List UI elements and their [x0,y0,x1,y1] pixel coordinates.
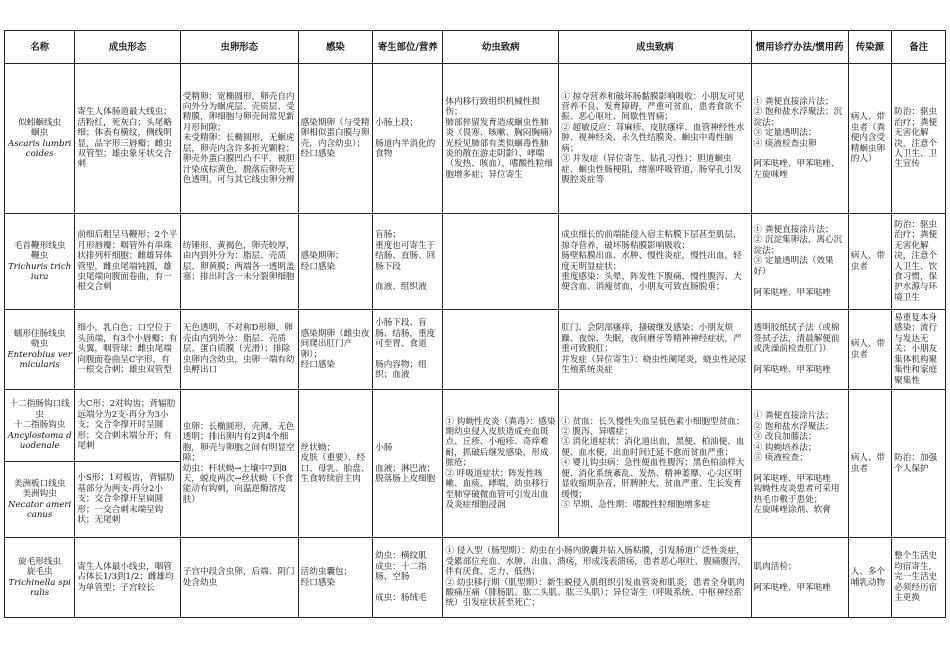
site-cell: 小肠上段； 肠道内半消化的食物 [373,64,443,214]
infection-cell: 感染期卵（雌虫夜间爬出肛门产卵）； 经口感染 [298,310,372,390]
egg-morphology-cell: 虫卵：长椭圆形，壳薄，无色透明；排出卵内有2到4个细胞，卵壳与卵胞之间有明显空隙； 幼虫：杆状蚴→土壤中7到8天，蜕皮两次→丝状蚴（不食能动有钩刺，向温逆酶溶皮肤） [180,390,298,538]
larva-pathogenesis-cell: 体内移行致组织机械性损伤； 肺部猝留发育造成蛔虫性肺炎（畏寒、咳嗽、胸闷胸痛）光检见肺部有类似蛔毒性肺炎的散在游走阴影）、哮喘（发热、咳血）、嗜酸性粒细胞增多症；异位寄生 [443,64,559,214]
site-cell: 小肠 血液；淋巴液；脱落肠上皮细胞 [373,390,443,538]
adult-morphology-cell: 寄生人体肠道最大线虫；活粉红，死灰白；头尾略细；体表有横纹，侧线明显，品字形三唇瓣；雌虫双管型；雄虫象牙状交合刺 [75,64,180,214]
name-latin: Ancylostoma duodenale [7,430,72,452]
table-row [5,538,946,618]
infection-cell: 感染期卵（与受精卵相似蛋白膜与卵壳，内含幼虫）； 经口感染 [298,64,372,214]
larva-pathogenesis-cell: ① 钩蚴性皮炎（粪毒）：感染期幼虫侵入皮肤造成充血斑点、丘疹、小疱疹、奇痒难耐，抓破后继发感染，形成脓疮； ② 呼吸道症状：阵发性咳嗽、血痰、哮喘，幼虫移行至肺穿破微血管可引发出血及炎症细胞浸润 [443,390,559,538]
adult-morphology-cell: 前细后粗呈马鞭形；2个平月形唇瓣；咽管外有串珠状排列杆细胞；雌雄异体管型，雌虫尾端钝圆，雄虫尾端向腹面卷曲，有一根交合刺 [75,214,180,310]
row-name-cell [5,214,75,310]
note-cell: 防治：驱虫治疗；粪便无害化解决，注意个人卫生、卫生宣传 [892,64,946,214]
infection-cell: 丝状蚴； 皮肤（重要）、经口、母乳、胎盘、生食转续宿主肉 [298,390,372,538]
note-cell: 防治：驱虫治疗；粪便无害化解决，注意个人卫生、饮食习惯，保护水源与环境卫生 [892,214,946,310]
header-source: 传染源 [848,31,891,64]
source-cell: 病人、带虫者（粪便内含受精蛔虫卵的人） [848,64,891,214]
note-cell: 易重复本身感染；流行与发达无关；小朋友集体机构聚集性和家庭聚集性 [892,310,946,390]
name-cn: 似蚓蛔线虫 蛔虫 [18,117,62,139]
adult-pathogenesis-cell: ① 掠夺营养和破坏肠黏膜影响吸收：小朋友可见营养不良、发育障碍，严重可贫血，患者食欲不振、恶心呕吐、间歇性胃痛； ② 超敏反应：荨麻疹、皮肤瘙痒、血管神经性水肿、视神经炎、永久性结膜炎、蛔虫中毒性脑病； ③ 并发症（异位寄生、钻孔习性）：胆道蛔虫症、蛔虫性肠梗阻，绪塞呼吸管道，肠穿孔引发腹腔炎症等 [559,64,751,214]
header-treatment: 惯用诊疗办法/惯用药 [751,31,848,64]
egg-morphology-cell: 子宫中段含虫卵，后端、阴门处含幼虫 [180,538,298,618]
row-name-cell [5,310,75,390]
header-site: 寄生部位/营养 [373,31,443,64]
header-row [5,31,946,64]
header-larva-pathogenesis: 幼虫致病 [443,31,559,64]
treatment-cell: ① 粪便直接涂片法； ② 饱和盐水浮聚法； ③ 改良加藤法； ④ 钩蚴培养法； ⑤ 痰液检查； 阿苯哒唑、甲苯哒唑 钩蚴性皮炎患者可采用热毛巾敷于患处； 左旋咪唑涂剂、软膏 [751,390,848,538]
adult-pathogenesis-cell: 成虫细长的前端能侵入宿主粘膜下层甚至肌层，掠夺营养，破坏肠粘膜影响吸收； 肠壁粘膜出血、水肿、慢性炎症，慢性出血，轻度无明显症状； 重度感染：头晕、阵发性下腹痛、慢性腹泻、大便含血、消瘦贫血，小朋友可致直肠脱垂； [559,214,751,310]
infection-cell: 活幼虫囊包； 经口感染 [298,538,372,618]
row-name-cell [5,538,75,618]
larva-pathogenesis-cell: ① 侵入型（肠型期）：幼虫在小肠内脱囊并钻入肠粘膜，引发肠道广泛性炎症，受累部位充血、水肿、出血、溃疡，形成浅表溃疡，患者恶心呕吐、腹痛腹泻，伴有厌食、乏力、低热； ② 幼虫移行期（肌型期）：新生蜕侵入肌组织引发血管炎和肌炎，患者全身肌肉酸痛压痛（腓肠肌、肱二头肌、肱三头肌）；异位寄生（呼吸系统、中枢神经系统）引发症状甚至死亡； [443,538,751,618]
name-cn: 美洲板口线虫 美洲钩虫 [13,478,66,500]
row-name-cell [5,390,75,462]
parasite-comparison-table [4,30,946,618]
header-adult-pathogenesis: 成虫致病 [559,31,751,64]
egg-morphology-cell: 无色透明，不对称D形卵，卵壳由内到外分：脂层、壳质层、蛋白质膜（光滑）；排除虫卵内含幼虫，虫卵一端有幼虫孵出口 [180,310,298,390]
table-row [5,310,946,390]
table-row [5,214,946,310]
source-cell: 病人、带虫者 [848,390,891,538]
adult-morphology-cell: 大C形；2对钩齿；背辐肋远端分为2支-再分为3小支；交合伞撑开时呈圆形；交合刺末端分开；有尾刺 [75,390,180,462]
header-name: 名称 [5,31,75,64]
infection-cell: 感染期卵； 经口感染 [298,214,372,310]
name-cn: 旋毛形线虫 旋毛虫 [18,556,62,578]
adult-morphology-cell: 小S形；1对板齿，背辐肋基部分为两支-再分2小支；交合伞撑开呈扁圆形；一交合刺末端呈钩状；无尾刺 [75,462,180,538]
name-cn: 毛首鞭形线虫 鞭虫 [13,240,66,262]
adult-morphology-cell: 细小，乳白色；口空位于头顶端，有3个小唇瓣；有头翼，咽管球；雌虫尾端向腹面卷曲呈C字形，有一根交合刺；雄虫双管型 [75,310,180,390]
egg-morphology-cell: 受精卵：宽椭圆形，卵壳自内向外分为蛔虎层、壳质层、受精膜，卵细胞与卵壳间常见新月形间隙； 未受精卵：长椭圆形，无蛔虎层，卵壳内含许多折光颗粒； 卵壳外蛋白膜凹凸不平，被胆汁染成棕黄色，脱落后卵壳无色透明，可与其它线虫卵分辨 [180,64,298,214]
treatment-cell: ① 粪便直接涂片法； ② 沉淀集卵法，离心沉淀法； ③ 定量透明法（效果好） 阿苯哒唑、甲苯哒唑 [751,214,848,310]
header-note: 备注 [892,31,946,64]
note-cell: 整个生活史均宿寄生，完一生活史必须经历宿主更换 [892,538,946,618]
header-adult-morphology: 成虫形态 [75,31,180,64]
treatment-cell: ① 粪便直接涂片法； ② 饱和盐水浮聚法；沉淀法； ③ 定量透明法； ④ 痰液检查虫卵 阿苯哒唑、甲苯哒唑、左旋咪唑 [751,64,848,214]
table-row [5,390,946,462]
source-cell: 病人、带虫者 [848,310,891,390]
treatment-cell: 透明胶纸拭子法（或棉签拭子法，清晨解便前或洗澡前检查肛门） 阿苯哒唑、甲苯哒唑 [751,310,848,390]
name-latin: Trichinella spiralis [8,577,71,598]
site-cell: 小肠下段、盲肠、结肠，重度可至胃、食道 肠内容物；组织；血液 [373,310,443,390]
adult-pathogenesis-cell: 肛门、会阴部瘙痒，搔破继发感染；小朋友烦躁、夜惊、失眠，夜间磨牙等精神神经症状，严重可致脱肛； 并发症（异位寄生）：蛲虫性阑尾炎，蛲虫性泌尿生殖系统炎症 [559,310,751,390]
egg-morphology-cell: 纺锤形，黄褐色，卵壳较厚，由内到外分为：脂层、壳质层、卵黄膜；两端各一透明盖塞；排出时含一未分裂卵细胞 [180,214,298,310]
larva-pathogenesis-cell [443,214,559,310]
source-cell: 人、多个哺乳动物 [848,538,891,618]
row-name-cell [5,462,75,538]
treatment-cell: 肌肉活检； 阿苯哒唑、甲苯哒唑 [751,538,848,618]
name-cn: 蠕形住肠线虫 蛲虫 [13,328,66,350]
name-latin: Trichuris trichiura [8,261,72,282]
site-cell: 盲肠； 重度也可寄生于结肠、直肠、回肠下段 血液、组织液 [373,214,443,310]
table-row [5,64,946,214]
larva-pathogenesis-cell [443,310,559,390]
adult-pathogenesis-cell: ① 贫血：长久慢性失血呈低色素小细胞型贫血； ② 腹泻、异嗜症； ③ 消化道症状：消化道出血，黑便、柏油便、血便、血水便，出血时间迁延不愈而贫血严重； ④ 婴儿钩虫病：急性便血性腹泻；黑色柏油样大便、消化系统紊乱、发热、精神萎靡、心尖区明显收缩期杂音、肝脾肿大、贫血严重、生长发育缓慢； ⑤ 早期、急性期：嗜酸性粒细胞增多症 [559,390,751,538]
name-cn: 十二指肠钩口线虫 十二指肠钩虫 [9,399,70,431]
name-latin: Enterobius vermicularis [7,349,72,370]
source-cell: 病人、带虫者 [848,214,891,310]
site-cell: 幼虫：横纹肌 成虫：十二指肠、空肠 成虫：肠绒毛 [373,538,443,618]
adult-morphology-cell: 寄生人体最小线虫，咽管占体长1/3到1/2；雌雄均为单管型；子宫较长 [75,538,180,618]
row-name-cell [5,64,75,214]
name-latin: Ascaris lumbricoides [7,138,72,159]
name-latin: Necator americanus [8,499,72,520]
header-infection: 感染 [298,31,372,64]
header-egg-morphology: 虫卵形态 [180,31,298,64]
note-cell: 防治：加强个人保护 [892,390,946,538]
